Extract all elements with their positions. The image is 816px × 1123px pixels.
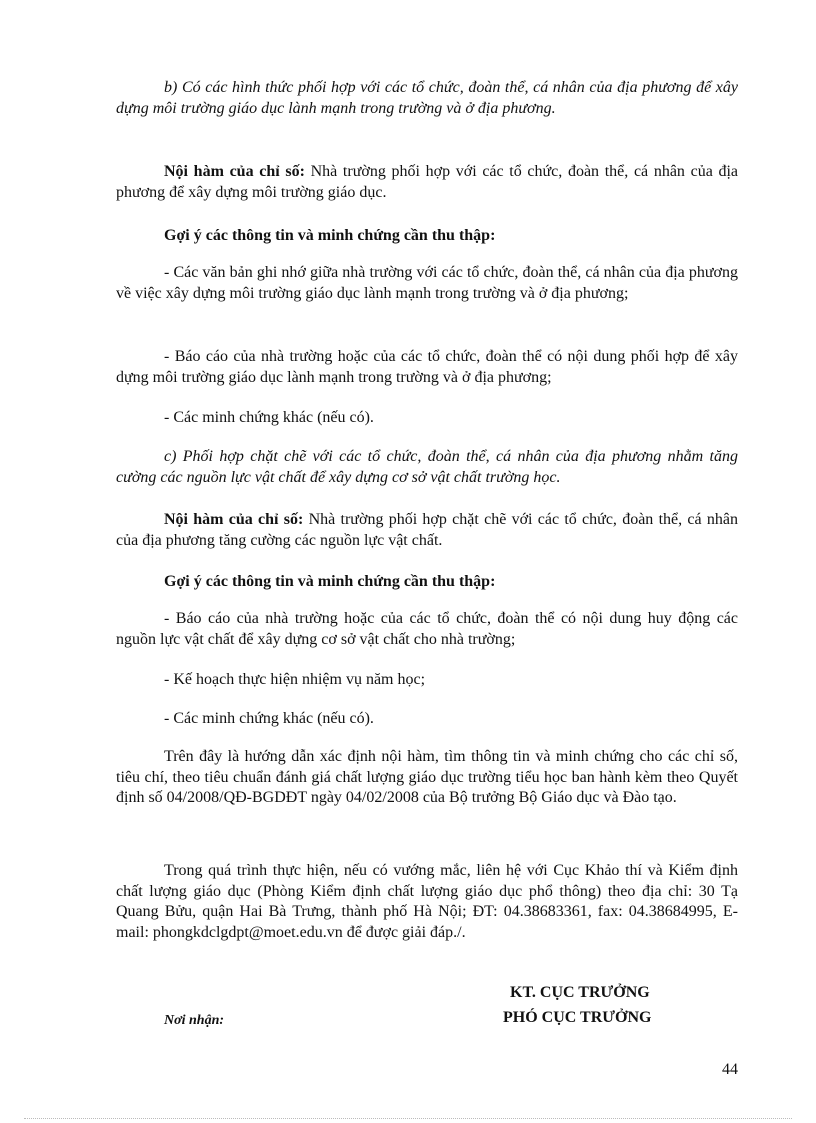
evidence-heading-b: Gợi ý các thông tin và minh chứng cần thu thập: [164, 227, 496, 244]
content-text: Nhà trường phối hợp với các tổ chức, đoàn thể, cá nhân của địa phương để xây dựng môi trường giáo dục. [116, 163, 739, 201]
evidence-item: - Các văn bản ghi nhớ giữa nhà trường với các tổ chức, đoàn thể, cá nhân của địa phương về việc xây dựng môi trường giáo dục lành mạnh trong trường và ở địa phương; [116, 264, 738, 302]
contact-paragraph: Trong quá trình thực hiện, nếu có vướng mắc, liên hệ với Cục Khảo thí và Kiểm định chất lượng giáo dục (Phòng Kiểm định chất lượng giáo dục phổ thông) theo địa chỉ: 30 Tạ Quang Bửu, quận Hai Bà Trưng, thành phố Hà Nội; ĐT: 04.38683361, fax: 04.38684995, E-mail: phongkdclgdpt@moet.edu.vn để được giải đáp./. [116, 862, 738, 941]
criterion-c: c) Phối hợp chặt chẽ với các tổ chức, đoàn thể, cá nhân của địa phương nhằm tăng cường các nguồn lực vật chất để xây dựng cơ sở vật chất trường học. [116, 448, 738, 486]
content-label: Nội hàm của chỉ số: [164, 163, 305, 180]
evidence-item: - Các minh chứng khác (nếu có). [164, 409, 374, 426]
recipients-label: Nơi nhận: [164, 1013, 225, 1028]
closing-paragraph: Trên đây là hướng dẫn xác định nội hàm, tìm thông tin và minh chứng cho các chỉ số, tiêu chí, theo tiêu chuẩn đánh giá chất lượng giáo dục trường tiểu học ban hành kèm theo Quyết định số 04/2008/QĐ-BGDĐT ngày 04/02/2008 của Bộ trưởng Bộ Giáo dục và Đào tạo. [116, 748, 738, 806]
content-text: Nhà trường phối hợp chặt chẽ với các tổ chức, đoàn thể, cá nhân của địa phương tăng cường các nguồn lực vật chất. [116, 511, 738, 549]
content-indicator-b [116, 162, 738, 203]
evidence-heading-c: Gợi ý các thông tin và minh chứng cần thu thập: [164, 573, 496, 590]
evidence-item: - Các minh chứng khác (nếu có). [164, 710, 374, 727]
content-label: Nội hàm của chỉ số: [164, 511, 304, 528]
signature-title: KT. CỤC TRƯỞNG [510, 984, 650, 1001]
content-indicator-c [116, 510, 738, 551]
evidence-item: - Báo cáo của nhà trường hoặc của các tổ chức, đoàn thể có nội dung huy động các nguồn lực vật chất để xây dựng cơ sở vật chất cho nhà trường; [116, 610, 738, 648]
page-bottom-border [24, 1118, 792, 1119]
criterion-b: b) Có các hình thức phối hợp với các tổ chức, đoàn thể, cá nhân của địa phương để xây dựng môi trường giáo dục lành mạnh trong trường và ở địa phương. [116, 79, 738, 117]
evidence-item: - Báo cáo của nhà trường hoặc của các tổ chức, đoàn thể có nội dung phối hợp để xây dựng môi trường giáo dục lành mạnh trong trường và ở địa phương; [116, 348, 738, 386]
evidence-item: - Kế hoạch thực hiện nhiệm vụ năm học; [164, 671, 426, 688]
page-number: 44 [722, 1061, 738, 1078]
signature-subtitle: PHÓ CỤC TRƯỞNG [503, 1009, 652, 1026]
